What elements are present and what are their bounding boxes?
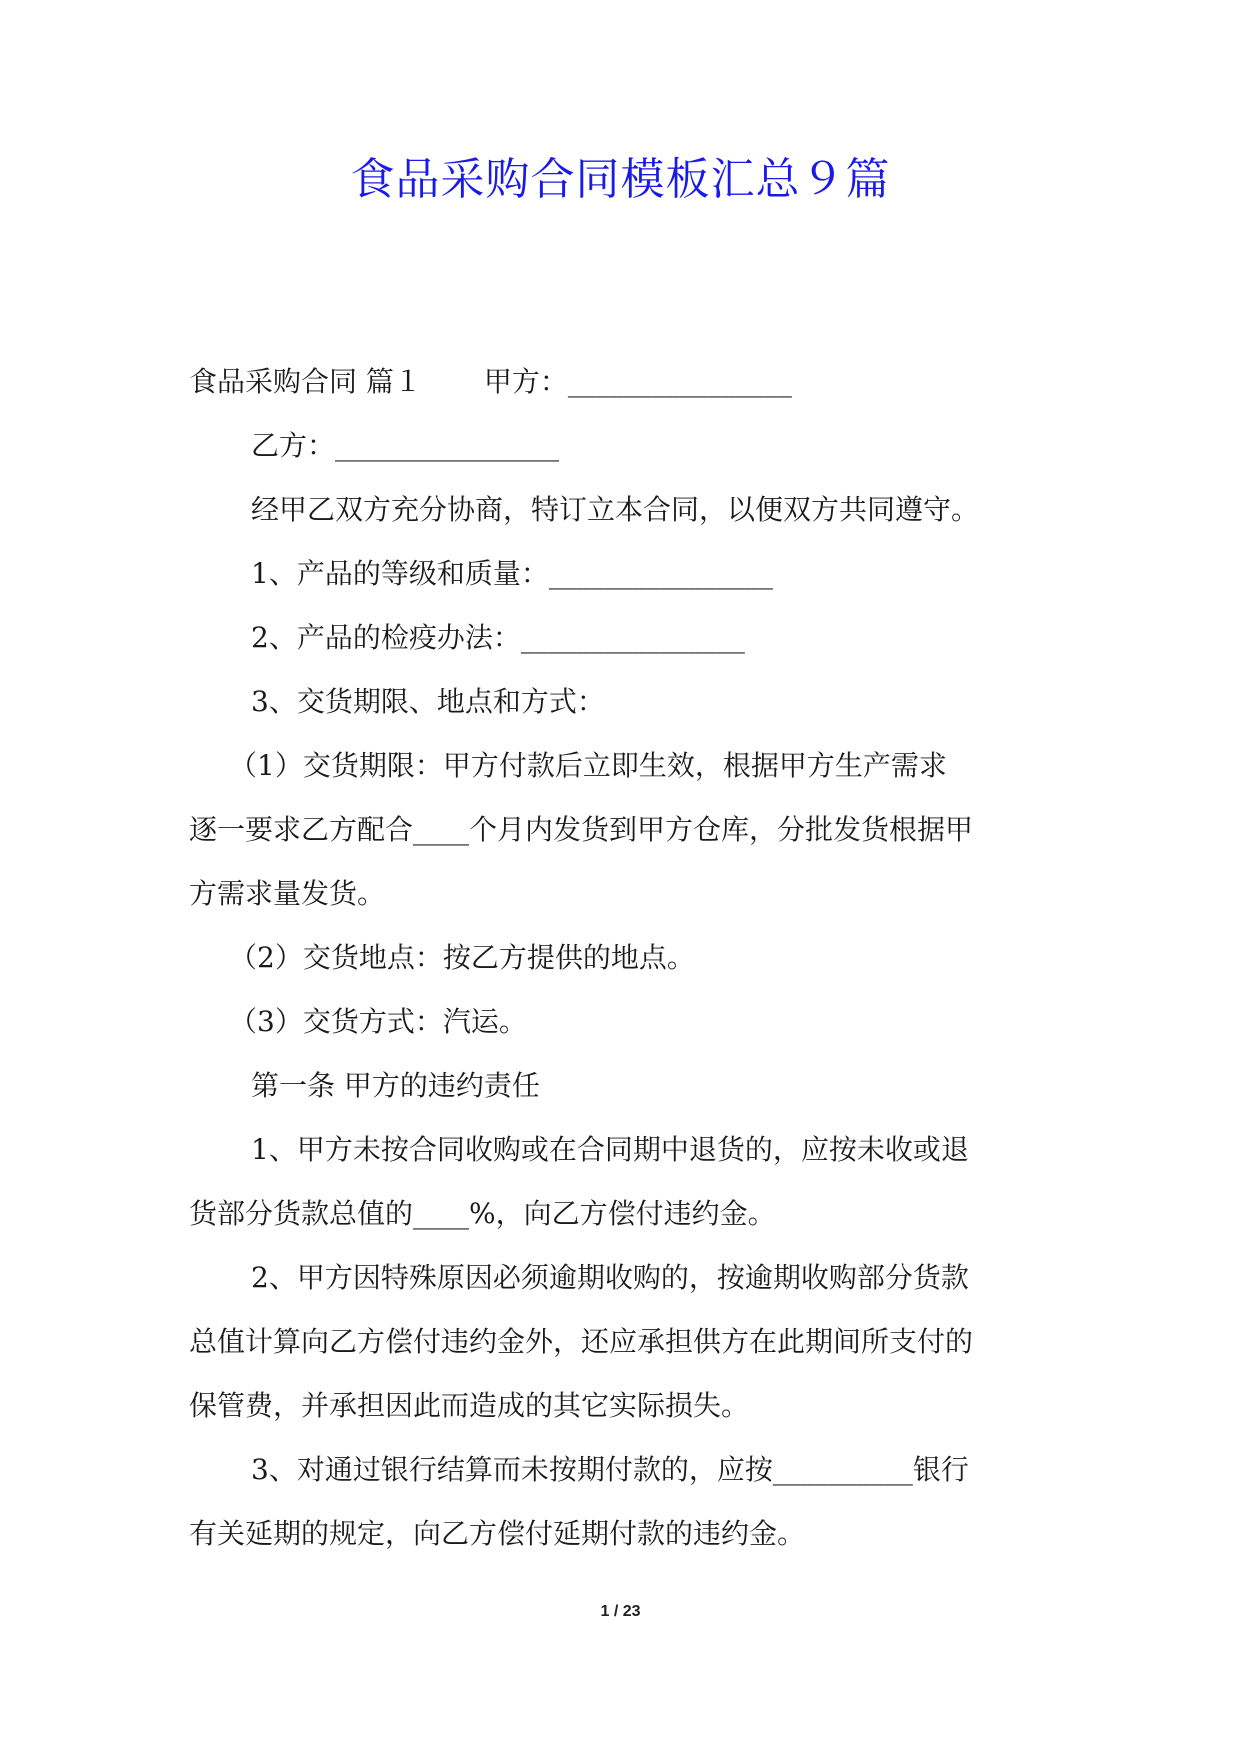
paragraph-line: 2、甲方因特殊原因必须逾期收购的，按逾期收购部分货款 — [251, 1261, 969, 1294]
article-heading: 第一条 甲方的违约责任 — [251, 1069, 540, 1102]
section-heading-line — [189, 350, 1059, 414]
document-title: 食品采购合同模板汇总９篇 — [350, 154, 891, 205]
paragraph-line: 经甲乙双方充分协商，特订立本合同，以便双方共同遵守。 — [251, 493, 980, 526]
section-label: 食品采购合同 篇１ — [189, 365, 422, 398]
paragraph-line: 3、交货期限、地点和方式： — [251, 685, 605, 718]
paragraph-line: 3、对通过银行结算而未按期付款的，应按__________银行 — [251, 1453, 969, 1486]
paragraph-line: （2）交货地点：按乙方提供的地点。 — [229, 941, 695, 974]
paragraph-line: 有关延期的规定，向乙方偿付延期付款的违约金。 — [189, 1517, 806, 1550]
paragraph-line: 1、产品的等级和质量：________________ — [251, 557, 773, 590]
paragraph-line: 逐一要求乙方配合____个月内发货到甲方仓库，分批发货根据甲 — [189, 813, 974, 846]
paragraph-line: 1、甲方未按合同收购或在合同期中退货的，应按未收或退 — [251, 1133, 969, 1166]
paragraph-line: 保管费，并承担因此而造成的其它实际损失。 — [189, 1389, 750, 1422]
party-a-line: 甲方：________________ — [483, 365, 792, 398]
paragraph-line: 货部分货款总值的____%，向乙方偿付违约金。 — [189, 1197, 776, 1230]
paragraph-line: （1）交货期限：甲方付款后立即生效，根据甲方生产需求 — [229, 749, 947, 782]
document-body — [189, 350, 1059, 1566]
paragraph-line: 方需求量发货。 — [189, 877, 386, 910]
paragraph-line: 总值计算向乙方偿付违约金外，还应承担供方在此期间所支付的 — [189, 1325, 974, 1358]
paragraph-line: （3）交货方式：汽运。 — [229, 1005, 527, 1038]
party-b-line: 乙方：________________ — [251, 429, 560, 462]
page-number: 1 / 23 — [600, 1603, 641, 1620]
paragraph-line: 2、产品的检疫办法：________________ — [251, 621, 745, 654]
